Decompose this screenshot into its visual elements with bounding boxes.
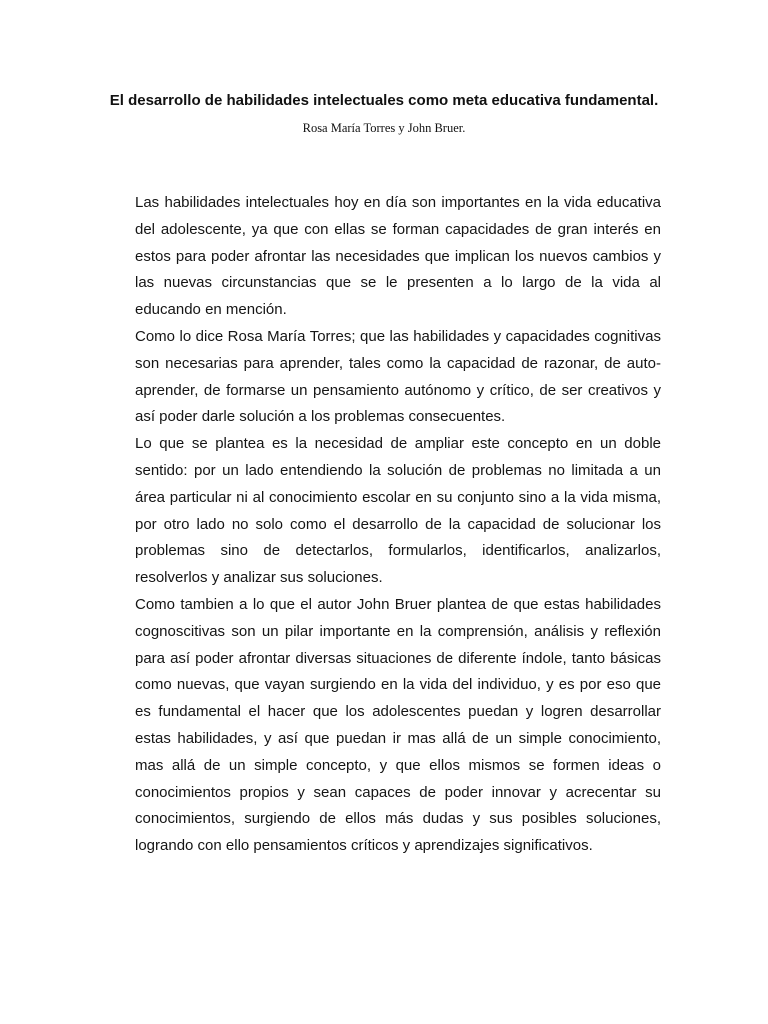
paragraph: Las habilidades intelectuales hoy en día son importantes en la vida educativa del adolescente, ya que con ellas se forman capacidades de gran interés en estos para poder afrontar las necesidades que implican los nuevos cambios y las nuevas circunstancias que se le presenten a lo largo de la vida al educando en mención. [135, 194, 661, 319]
paragraph: Como tambien a lo que el autor John Bruer plantea de que estas habilidades cognoscitivas son un pilar importante en la comprensión, análisis y reflexión para así poder afrontar diversas situaciones de diferente índole, tanto básicas como nuevas, que vayan surgiendo en la vida del individuo, y es por eso que es fundamental el hacer que los adolescentes puedan y logren desarrollar estas habilidades, y así que puedan ir mas allá de un simple conocimiento, mas allá de un simple concepto, y que ellos mismos se formen ideas o conocimientos propios y sean capaces de poder innovar y acrecentar su conocimientos, surgiendo de ellos más dudas y sus posibles soluciones, logrando con ello pensamientos críticos y aprendizajes significativos. [135, 595, 661, 855]
paragraph: Como lo dice Rosa María Torres; que las habilidades y capacidades cognitivas son necesarias para aprender, tales como la capacidad de razonar, de auto-aprender, de formarse un pensamiento autónomo y crítico, de ser creativos y así poder darle solución a los problemas consecuentes. [135, 327, 661, 426]
document-body [135, 190, 661, 860]
paragraph: Lo que se plantea es la necesidad de ampliar este concepto en un doble sentido: por un lado entendiendo la solución de problemas no limitada a un área particular ni al conocimiento escolar en su conjunto sino a la vida misma, por otro lado no solo como el desarrollo de la capacidad de solucionar los problemas sino de detectarlos, formularlos, identificarlos, analizarlos, resolverlos y analizar sus soluciones. [135, 435, 661, 587]
document-authors: Rosa María Torres y John Bruer. [302, 121, 466, 135]
document-title: El desarrollo de habilidades intelectuales como meta educativa fundamental. [109, 92, 659, 109]
